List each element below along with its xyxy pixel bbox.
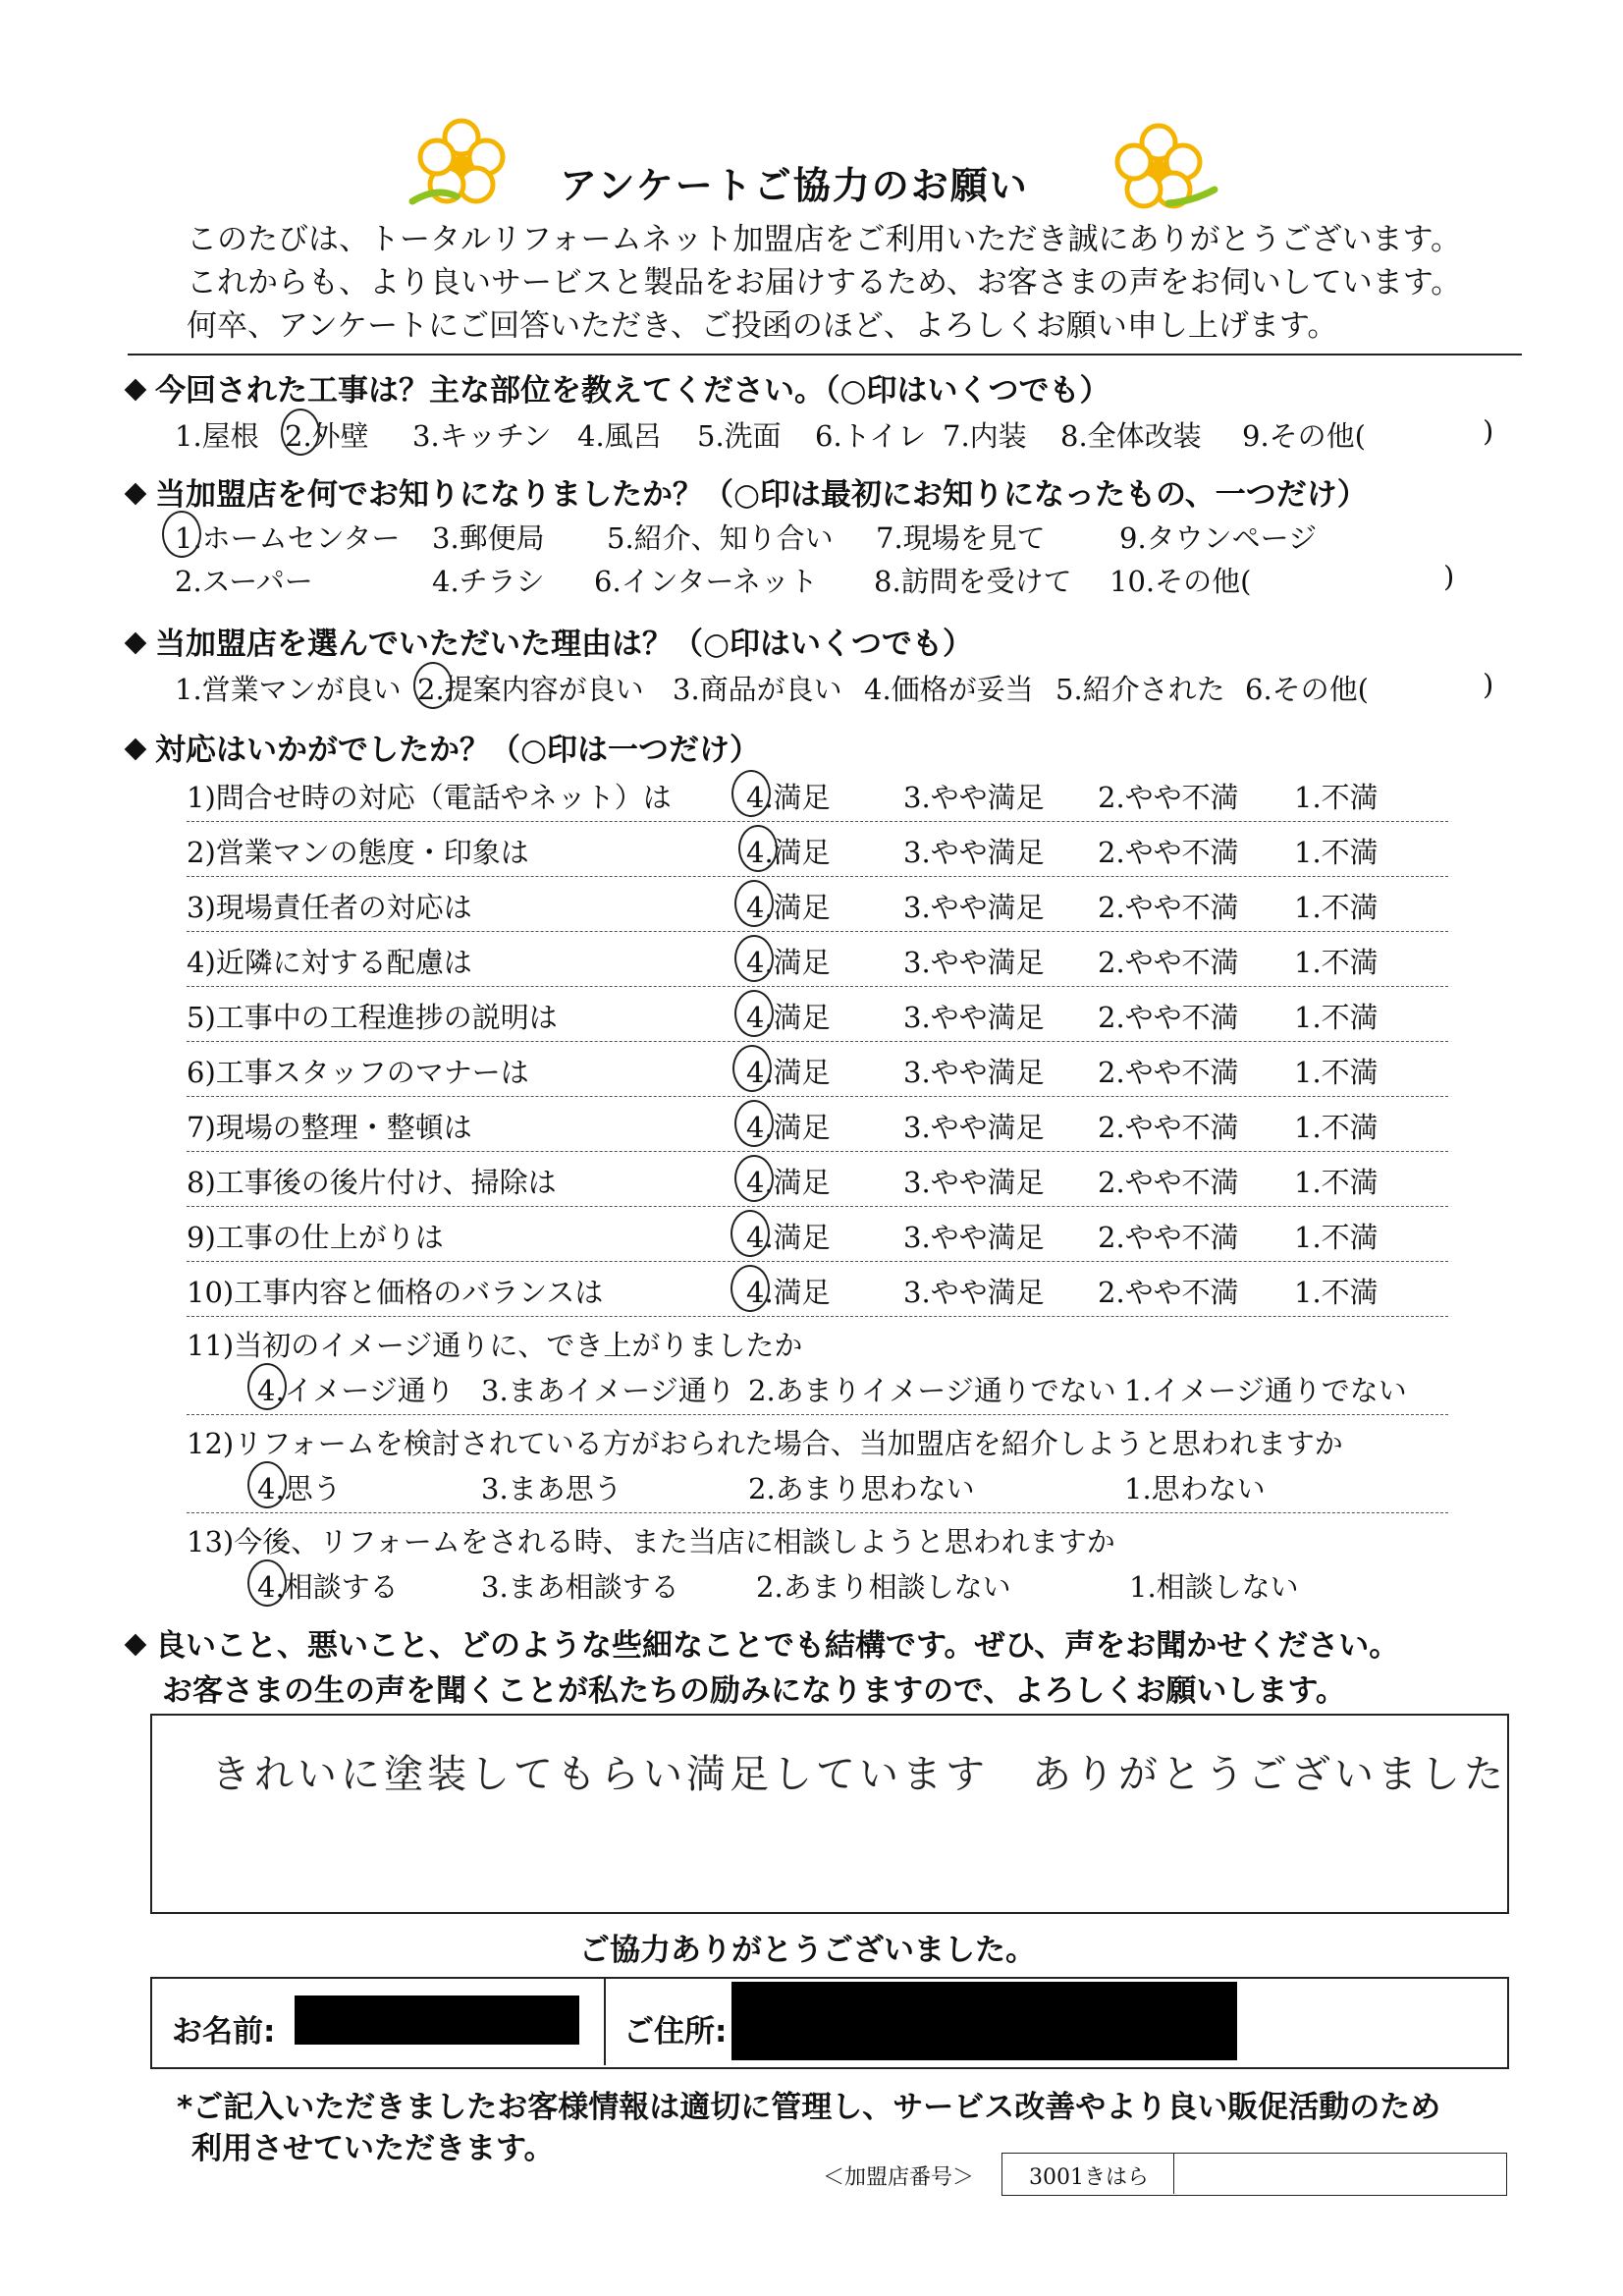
store-number-divider [1173,2153,1174,2194]
q4-item-2: 2)営業マンの態度・印象は [187,836,529,869]
q3-option-2[interactable]: 2.提案内容が良い [417,673,644,706]
q11-label: 11)当初のイメージ通りに、でき上がりましたか [187,1329,803,1362]
row-divider [187,931,1448,932]
q4-item-6-opt2[interactable]: 2.やや不満 [1098,1056,1239,1089]
q3-close-paren: ) [1483,668,1494,701]
q1-heading: 今回された工事は？主な部位を教えてください。（○印はいくつでも） [128,365,1110,410]
q4-item-10-opt2[interactable]: 2.やや不満 [1098,1276,1239,1309]
q4-item-10-opt4[interactable]: 4.満足 [746,1276,831,1309]
q12-opt2[interactable]: 2.あまり思わない [748,1472,975,1505]
q4-item-10: 10)工事内容と価格のバランスは [187,1276,604,1309]
diamond-icon [125,1633,147,1656]
q4-item-9-opt4[interactable]: 4.満足 [746,1221,831,1254]
q1-option-7[interactable]: 7.内装 [943,419,1027,453]
q4-item-9-opt3[interactable]: 3.やや満足 [903,1221,1045,1254]
q12-opt4[interactable]: 4.思う [257,1472,342,1505]
q4-item-9-opt2[interactable]: 2.やや不満 [1098,1221,1239,1254]
page-title: アンケートご協力のお願い [560,164,1029,207]
intro-line-3: 何卒、アンケートにご回答いただき、ご投函のほど、よろしくお願い申し上げます。 [187,308,1338,344]
q3-heading: 当加盟店を選んでいただいた理由は？（○印はいくつでも） [128,619,973,663]
q13-circle [247,1559,287,1607]
q4-item-5-opt2[interactable]: 2.やや不満 [1098,1001,1239,1034]
q4-item-9-circle [730,1210,770,1257]
row-divider [187,1261,1448,1262]
q4-item-1-opt3[interactable]: 3.やや満足 [903,781,1045,814]
intro-line-1: このたびは、トータルリフォームネット加盟店をご利用いただき誠にありがとうございます。 [187,222,1461,257]
q2-heading: 当加盟店を何でお知りになりましたか？（○印は最初にお知りになったもの、一つだけ） [128,469,1368,514]
q13-opt2[interactable]: 2.あまり相談しない [756,1570,1011,1604]
flower-left-icon [407,118,515,211]
q11-circle [247,1363,287,1410]
q4-item-7-circle [734,1100,774,1147]
q3-option-4[interactable]: 4.価格が妥当 [864,673,1034,706]
row-divider [187,1206,1448,1207]
q4-item-4-circle [734,935,774,982]
voice-subheading: お客さまの生の声を聞くことが私たちの励みになりますので、よろしくお願いします。 [162,1673,1346,1709]
diamond-icon [125,378,147,401]
q3-option-3[interactable]: 3.商品が良い [673,673,842,706]
intro-line-2: これからも、より良いサービスと製品をお届けするため、お客さまの声をお伺いしています。 [187,265,1462,301]
row-divider [187,821,1448,822]
q11-opt3[interactable]: 3.まあイメージ通り [481,1374,735,1407]
q4-item-10-opt1[interactable]: 1.不満 [1294,1276,1379,1309]
q13-label: 13)今後、リフォームをされる時、また当店に相談しようと思われますか [187,1525,1115,1558]
header-divider [128,354,1522,355]
q4-item-7-opt4[interactable]: 4.満足 [746,1111,831,1144]
q4-item-3-opt2[interactable]: 2.やや不満 [1098,891,1239,924]
q4-item-8: 8)工事後の後片付け、掃除は [187,1166,557,1199]
q1-option-2[interactable]: 2.外壁 [285,419,369,453]
q1-option-1[interactable]: 1.屋根 [175,419,259,453]
row-divider [187,876,1448,877]
q2-option-1[interactable]: 1.ホームセンター [175,521,401,555]
name-label: お名前: [172,2014,276,2050]
q12-label: 12)リフォームを検討されている方がおられた場合、当加盟店を紹介しようと思われますか [187,1427,1343,1460]
q4-item-3-opt1[interactable]: 1.不満 [1294,891,1379,924]
q11-opt4[interactable]: 4.イメージ通り [257,1374,455,1407]
diamond-icon [125,631,147,654]
thanks-text: ご協力ありがとうございました。 [579,1933,1036,1968]
q4-item-8-opt1[interactable]: 1.不満 [1294,1166,1379,1199]
q1-option-9[interactable]: 9.その他( [1242,419,1366,453]
q2-close-paren: ) [1443,560,1455,593]
q2-option-5[interactable]: 5.紹介、知り合い [607,521,834,555]
q2-option-2[interactable]: 2.スーパー [175,565,313,598]
address-redacted [731,1982,1237,2060]
q4-item-3-opt3[interactable]: 3.やや満足 [903,891,1045,924]
q4-item-10-circle [730,1265,770,1312]
flower-right-icon [1105,123,1222,216]
q4-item-4-opt3[interactable]: 3.やや満足 [903,946,1045,979]
q2-option-9[interactable]: 9.タウンページ [1119,521,1318,555]
q4-item-3: 3)現場責任者の対応は [187,891,472,924]
q4-item-1-opt1[interactable]: 1.不満 [1294,781,1379,814]
row-divider [187,1512,1448,1513]
q1-option-5[interactable]: 5.洗面 [697,419,782,453]
q4-item-7: 7)現場の整理・整頓は [187,1111,472,1144]
q1-option-6[interactable]: 6.トイレ [815,419,927,453]
q4-item-10-opt3[interactable]: 3.やや満足 [903,1276,1045,1309]
q4-item-6-opt1[interactable]: 1.不満 [1294,1056,1379,1089]
q4-item-4-opt1[interactable]: 1.不満 [1294,946,1379,979]
q3-option-1[interactable]: 1.営業マンが良い [175,673,402,706]
q2-selected-circle [162,511,201,558]
q4-item-5-opt4[interactable]: 4.満足 [746,1001,831,1034]
q12-circle [247,1461,287,1508]
q4-item-9: 9)工事の仕上がりは [187,1221,444,1254]
q11-opt2[interactable]: 2.あまりイメージ通りでない [748,1374,1116,1407]
q1-close-paren: ) [1483,414,1494,448]
q12-opt3[interactable]: 3.まあ思う [481,1472,622,1505]
address-label: ご住所: [623,2014,728,2050]
q4-heading: 対応はいかがでしたか？（○印は一つだけ） [128,725,760,769]
q13-opt3[interactable]: 3.まあ相談する [481,1570,679,1604]
q4-item-4-opt4[interactable]: 4.満足 [746,946,831,979]
info-box-divider [604,1977,606,2065]
q4-item-1: 1)問合せ時の対応（電話やネット）は [187,781,672,814]
row-divider [187,986,1448,987]
privacy-notice-line-1: *ご記入いただきましたお客様情報は適切に管理し、サービス改善やより良い販促活動のため [177,2090,1441,2125]
name-redacted [295,1995,579,2045]
q4-item-2-opt3[interactable]: 3.やや満足 [903,836,1045,869]
diamond-icon [125,738,147,760]
row-divider [187,1096,1448,1097]
q4-item-4-opt2[interactable]: 2.やや不満 [1098,946,1239,979]
q4-item-5-opt1[interactable]: 1.不満 [1294,1001,1379,1034]
row-divider [187,1414,1448,1415]
q4-item-1-opt4[interactable]: 4.満足 [746,781,831,814]
q1-option-4[interactable]: 4.風呂 [577,419,662,453]
q4-item-6: 6)工事スタッフのマナーは [187,1056,529,1089]
q4-item-2-opt2[interactable]: 2.やや不満 [1098,836,1239,869]
privacy-notice-line-2: 利用させていただきます。 [191,2131,555,2166]
q4-item-1-circle [731,770,771,817]
q2-option-3[interactable]: 3.郵便局 [432,521,545,555]
q11-opt1[interactable]: 1.イメージ通りでない [1124,1374,1407,1407]
row-divider [187,1041,1448,1042]
q4-item-2-opt1[interactable]: 1.不満 [1294,836,1379,869]
q4-item-4: 4)近隣に対する配慮は [187,946,472,979]
q4-item-7-opt3[interactable]: 3.やや満足 [903,1111,1045,1144]
voice-heading: 良いこと、悪いこと、どのような些細なことでも結構です。ぜひ、声をお聞かせください。 [128,1620,1399,1665]
q2-option-8[interactable]: 8.訪問を受けて [874,565,1072,598]
q1-option-3[interactable]: 3.キッチン [412,419,552,453]
q4-item-5-circle [734,990,774,1037]
q4-item-3-opt4[interactable]: 4.満足 [746,891,831,924]
q4-item-2-circle [738,825,778,872]
q3-option-6[interactable]: 6.その他( [1245,673,1369,706]
q13-opt4[interactable]: 4.相談する [257,1570,399,1604]
q4-item-5-opt3[interactable]: 3.やや満足 [903,1001,1045,1034]
q4-item-8-opt3[interactable]: 3.やや満足 [903,1166,1045,1199]
q2-option-4[interactable]: 4.チラシ [432,565,545,598]
q13-opt1[interactable]: 1.相談しない [1129,1570,1299,1604]
q4-item-5: 5)工事中の工程進捗の説明は [187,1001,558,1034]
q4-item-7-opt1[interactable]: 1.不満 [1294,1111,1379,1144]
q4-item-6-circle [732,1045,772,1092]
voice-comment-box[interactable] [150,1714,1509,1914]
q4-item-1-opt2[interactable]: 2.やや不満 [1098,781,1239,814]
q4-item-7-opt2[interactable]: 2.やや不満 [1098,1111,1239,1144]
q3-option-5[interactable]: 5.紹介された [1055,673,1225,706]
handwritten-comment: きれいに塗装してもらい満足しています ありがとうございました [211,1752,1507,1797]
q1-option-8[interactable]: 8.全体改装 [1060,419,1202,453]
q4-item-6-opt4[interactable]: 4.満足 [746,1056,831,1089]
row-divider [187,1151,1448,1152]
q4-item-8-circle [734,1155,774,1202]
q2-option-10[interactable]: 10.その他( [1109,565,1252,598]
q4-item-8-opt4[interactable]: 4.満足 [746,1166,831,1199]
q4-item-8-opt2[interactable]: 2.やや不満 [1098,1166,1239,1199]
q2-option-6[interactable]: 6.インターネット [594,565,819,598]
store-number-value: 3001きはら [1029,2165,1149,2190]
q4-item-2-opt4[interactable]: 4.満足 [746,836,831,869]
q2-option-7[interactable]: 7.現場を見て [876,521,1046,555]
row-divider [187,1316,1448,1317]
q4-item-6-opt3[interactable]: 3.やや満足 [903,1056,1045,1089]
store-number-label: ＜加盟店番号＞ [823,2165,975,2190]
q3-selected-circle [413,662,453,709]
q4-item-3-circle [734,880,774,927]
q1-selected-circle [281,409,320,456]
diamond-icon [125,482,147,505]
q12-opt1[interactable]: 1.思わない [1124,1472,1266,1505]
q4-item-9-opt1[interactable]: 1.不満 [1294,1221,1379,1254]
